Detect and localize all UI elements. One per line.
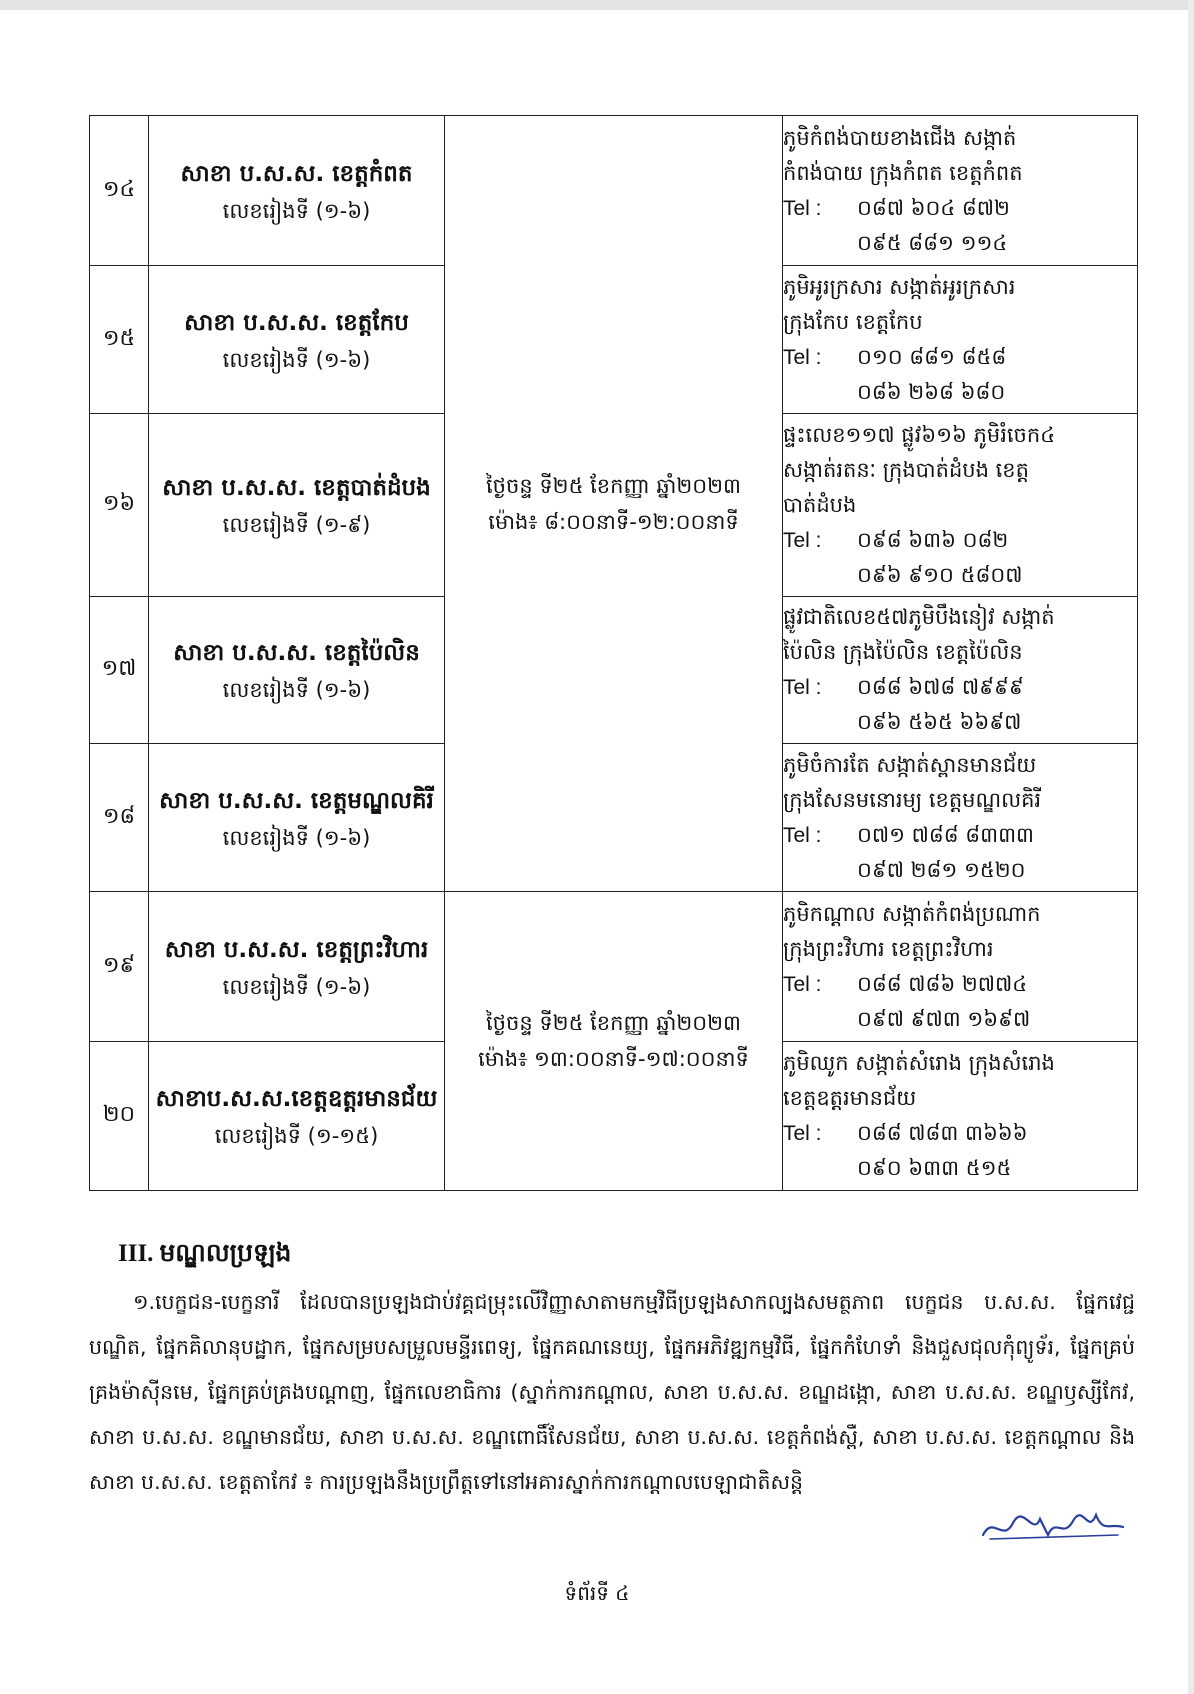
- address-line: ផ្ទះលេខ១១៧ ផ្លូវ៦១៦ ភូមិរំចេក៤: [783, 422, 1056, 447]
- branch-cell: [149, 116, 445, 266]
- phone-number: ០៩៦ ៩១០ ៥៨០៧: [857, 562, 1023, 587]
- row-number: ២០: [90, 1042, 149, 1191]
- address-line: ភូមិឈូក សង្កាត់សំរោង ក្រុងសំរោង: [783, 1051, 1055, 1075]
- phone-number: ០៨៨ ៦៧៨ ៧៩៩៩: [857, 675, 1024, 699]
- phone-number: ០៨៧ ៦០៤ ៨៧២: [857, 195, 1010, 220]
- row-number: ១៦: [90, 414, 149, 597]
- phone-number: ០៩៦ ៥៦៥ ៦៦៩៧: [857, 710, 1022, 734]
- branch-name: សាខាប.ស.ស.ខេត្តឧត្តរមានជ័យ: [155, 1086, 438, 1112]
- address-cell: [783, 1042, 1138, 1191]
- branch-name: សាខា ប.ស.ស. ខេត្តព្រះវិហារ: [164, 936, 429, 963]
- phone-number: ០៩៥ ៨៨១ ១១៤: [857, 230, 1008, 255]
- address-line: ប៉ៃលិន ក្រុងប៉ៃលិន ខេត្តប៉ៃលិន: [783, 640, 1023, 664]
- page-number: ទំព័រទី ៤: [564, 1581, 630, 1605]
- exam-time: ម៉ោង៖ ៨:០០នាទី-១២:០០នាទី: [488, 509, 739, 534]
- phone-number: ០៧១ ៧៨៨ ៨៣៣៣: [857, 822, 1035, 847]
- row-number: ១៥: [90, 266, 149, 414]
- schedule-cell-afternoon: [445, 892, 783, 1191]
- branch-name: សាខា ប.ស.ស. ខេត្តមណ្ឌលគិរី: [159, 787, 434, 814]
- exam-date: ថ្ងៃចន្ទ ទី២៥ ខែកញ្ញា ឆ្នាំ២០២៣: [486, 473, 741, 498]
- address-line: ភូមិចំការតែ សង្កាត់ស្ពានមានជ័យ: [783, 752, 1037, 777]
- branch-name: សាខា ប.ស.ស. ខេត្តបាត់ដំបង: [162, 475, 431, 501]
- address-cell: [783, 744, 1138, 892]
- branch-cell: [149, 266, 445, 414]
- address-line: ក្រុងសែនមនោរម្យ ខេត្តមណ្ឌលគិរី: [783, 787, 1042, 812]
- tel-label: Tel :: [783, 676, 822, 699]
- seat-range: លេខរៀងទី (១-១៥): [214, 1124, 379, 1148]
- row-number: ១៧: [90, 597, 149, 744]
- address-line: ភូមិកំពង់បាយខាងជើង សង្កាត់: [783, 125, 1017, 150]
- branch-name: សាខា ប.ស.ស. ខេត្តកែប: [184, 309, 409, 336]
- address-line: ភូមិអូរក្រសារ សង្កាត់អូរក្រសារ: [783, 274, 1016, 299]
- tel-label: Tel :: [783, 345, 822, 369]
- address-cell: [783, 892, 1138, 1042]
- phone-number: ០៨៦ ២៦៨ ៦៨០: [857, 379, 1006, 404]
- tel-label: Tel :: [783, 1122, 822, 1145]
- address-line: ក្រុងព្រះវិហារ ខេត្តព្រះវិហារ: [783, 936, 994, 961]
- seat-range: លេខរៀងទី (១-៦): [222, 347, 371, 372]
- address-cell: [783, 266, 1138, 414]
- phone-number: ០៩៧ ២៨១ ១៥២០: [857, 857, 1026, 882]
- branch-cell: [149, 414, 445, 597]
- exam-time: ម៉ោង៖ ១៣:០០នាទី-១៧:០០នាទី: [478, 1047, 749, 1071]
- branch-name: សាខា ប.ស.ស. ខេត្តកំពត: [180, 160, 413, 187]
- scan-edge-top: [0, 0, 1194, 10]
- phone-number: ០៩០ ៦៣៣ ៥១៥: [857, 1156, 1012, 1180]
- seat-range: លេខរៀងទី (១-៦): [222, 678, 371, 702]
- tel-label: Tel :: [783, 196, 822, 220]
- address-line: បាត់ដំបង: [783, 492, 857, 517]
- tel-label: Tel :: [783, 528, 822, 552]
- section-number: III.: [118, 1240, 154, 1267]
- seat-range: លេខរៀងទី (១-៦): [222, 198, 371, 223]
- branch-name: សាខា ប.ស.ស. ខេត្តប៉ៃលិន: [173, 640, 420, 666]
- seat-range: លេខរៀងទី (១-៩): [222, 513, 371, 537]
- seat-range: លេខរៀងទី (១-៦): [222, 825, 371, 850]
- phone-number: ០៩៧ ៩៧៣ ១៦៩៧: [857, 1006, 1031, 1031]
- phone-number: ០៩៨ ៦៣៦ ០៨២: [857, 527, 1009, 552]
- address-cell: [783, 597, 1138, 744]
- row-number: ១៨: [90, 744, 149, 892]
- table-row: [90, 892, 1138, 1042]
- schedule-cell-morning: [445, 116, 783, 892]
- branch-cell: [149, 1042, 445, 1191]
- branch-cell: [149, 597, 445, 744]
- tel-label: Tel :: [783, 823, 822, 847]
- handwritten-signature-icon: [978, 1505, 1128, 1545]
- address-cell: [783, 414, 1138, 597]
- address-cell: [783, 116, 1138, 266]
- tel-label: Tel :: [783, 972, 822, 996]
- seat-range: លេខរៀងទី (១-៦): [222, 974, 371, 999]
- address-line: សង្កាត់រតនៈ ក្រុងបាត់ដំបង ខេត្ត: [783, 457, 1029, 482]
- address-line: កំពង់បាយ ក្រុងកំពត ខេត្តកំពត: [783, 160, 1023, 185]
- body-paragraph: [89, 1280, 1135, 1505]
- phone-number: ០១០ ៨៨១ ៨៥៨: [857, 344, 1007, 369]
- row-number: ១៤: [90, 116, 149, 266]
- address-line: ផ្លូវជាតិលេខ៥៧ភូមិបឹងនៀវ សង្កាត់: [783, 605, 1055, 629]
- phone-number: ០៨៨ ៧៨៣ ៣៦៦៦: [857, 1121, 1028, 1145]
- exam-schedule-table: [89, 115, 1138, 1191]
- section-heading: [118, 1238, 291, 1274]
- paragraph-text: ១.បេក្ខជន-បេក្ខនារី ដែលបានប្រឡងជាប់វគ្គជម្រុះលើវិញ្ញាសាតាមកម្មវិធីប្រឡងសាកល្បងសមត្ថភាព បេក្ខជន ប.ស.ស. ផ្នែកវេជ្ជបណ្ឌិត, ផ្នែកគិលានុបដ្ឋាក, ផ្នែកសម្របសម្រួលមន្ទីរពេទ្យ, ផ្នែកគណនេយ្យ, ផ្នែកអភិវឌ្ឍកម្មវិធី, ផ្នែកកំហែទាំ និងជួសជុលកុំព្យូទ័រ, ផ្នែកគ្រប់គ្រងម៉ាស៊ីនមេ, ផ្នែកគ្រប់គ្រងបណ្តាញ, ផ្នែកលេខាធិការ (ស្នាក់ការកណ្តាល, សាខា ប.ស.ស. ខណ្ឌដង្កោ, សាខា ប.ស.ស. ខណ្ឌឫស្សីកែវ, សាខា ប.ស.ស. ខណ្ឌមានជ័យ, សាខា ប.ស.ស. ខណ្ឌពោធិ៍សែនជ័យ, សាខា ប.ស.ស. ខេត្តកំពង់ស្ពឺ, សាខា ប.ស.ស. ខេត្តកណ្តាល និងសាខា ប.ស.ស. ខេត្តតាកែវ ៖ ការប្រឡងនឹងប្រព្រឹត្តទៅនៅអគារស្នាក់ការកណ្តាលបេឡាជាតិសន្តិ: [89, 1290, 1135, 1494]
- address-line: ភូមិកណ្តាល សង្កាត់កំពង់ប្រណាក: [783, 901, 1041, 926]
- table-row: [90, 116, 1138, 266]
- branch-cell: [149, 744, 445, 892]
- address-line: ក្រុងកែប ខេត្តកែប: [783, 309, 923, 334]
- exam-date: ថ្ងៃចន្ទ ទី២៥ ខែកញ្ញា ឆ្នាំ២០២៣: [486, 1011, 741, 1035]
- branch-cell: [149, 892, 445, 1042]
- row-number: ១៩: [90, 892, 149, 1042]
- scan-edge-right: [1188, 0, 1194, 1694]
- address-line: ខេត្តឧត្តរមានជ័យ: [783, 1086, 917, 1110]
- phone-number: ០៨៨ ៧៨៦ ២៧៧៤: [857, 971, 1028, 996]
- section-title: មណ្ឌលប្រឡង: [159, 1238, 292, 1267]
